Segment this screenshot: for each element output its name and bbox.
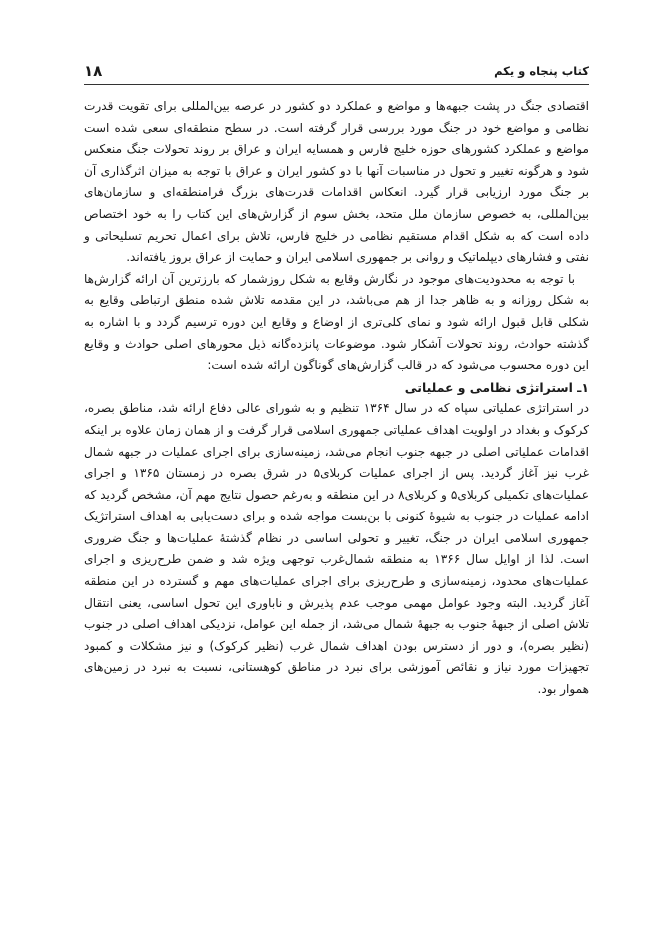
paragraph-continued: اقتصادی جنگ در پشت جبهه‌ها و مواضع و عملکرد دو کشور در عرصه بین‌المللی برای تقویت قدرت نظامی و مواضع خود در جنگ مورد بررسی قرار گرفته است. در سطح منطقه‌ای سعی شده است مواضع و عملکرد کشورهای حوزه خلیج فارس و همسایه ایران و عراق بر روند تحولات جنگ منعکس شود و هرگونه تغییر و تحول در مناسبات آنها با دو کشور ایران و عراق با توجه به میزان اثرگذاری آن بر جنگ مورد ارزیابی قرار گیرد. انعکاس اقدامات قدرت‌های بزرگ فرامنطقه‌ای و سازمان‌های بین‌المللی، به خصوص سازمان ملل متحد، بخش سوم از گزارش‌های این کتاب را به خود اختصاص داده است که به شکل اقدام مستقیم نظامی در خلیج فارس، تلاش برای اعمال تحریم تسلیحاتی و نفتی و فشارهای دیپلماتیک و روانی بر جمهوری اسلامی ایران و حمایت از عراق بروز یافته‌اند. — [84, 99, 589, 265]
page-body — [84, 96, 589, 701]
paragraph-intro: با توجه به محدودیت‌های موجود در نگارش وقایع به شکل روزشمار که بارزترین آن ارائه گزارش‌ها به شکل روزانه و به ظاهر جدا از هم می‌باشد، در این مقدمه تلاش شده منطق ارتباطی وقایع به شکلی قابل قبول ارائه شود و نمای کلی‌تری از اوضاع و وقایع این دوره ترسیم گردد و با اشاره به گذشته حوادث، روند تحولات آشکار شود. موضوعات پانزده‌گانه ذیل محورهای اصلی حوادث و وقایع این دوره محسوب می‌شود که در قالب گزارش‌های گوناگون ارائه شده است: — [84, 271, 589, 373]
book-title: کتاب پنجاه و یکم — [494, 64, 589, 78]
page-number: ۱۸ — [84, 62, 103, 80]
header-divider — [84, 84, 589, 85]
section-heading: ۱ـ استراتژی نظامی و عملیاتی — [404, 379, 589, 395]
section-paragraph: در استراتژی عملیاتی سپاه که در سال ۱۳۶۴ تنظیم و به شورای عالی دفاع ارائه شد، مناطق بصره، کرکوک و بغداد در اولویت اهداف عملیاتی جمهوری اسلامی قرار گرفت و از همان زمان علاوه بر اینکه اقدامات عملیاتی اصلی در جبهه جنوب انجام می‌شد، زمینه‌سازی برای اجرای عملیات در جبهه شمال غرب نیز آغاز گردید. پس از اجرای عملیات کربلای۵ در شرق بصره در زمستان ۱۳۶۵ و اجرای عملیات‌های تکمیلی کربلای۵ و کربلای۸ در این منطقه و به‌رغم حصول نتایج مهم آن، مشخص گردید که ادامه عملیات در جنوب به شیوهٔ کنونی با بن‌بست مواجه شده و برای دست‌یابی به اهداف استراتژیک جمهوری اسلامی ایران در جنگ، تغییر و تحولی اساسی در نظام گذشتهٔ عملیات‌ها و جنگ ضروری است. لذا از اوایل سال ۱۳۶۶ به منطقه شمال‌غرب توجهی ویژه شد و ضمن طرح‌ریزی و اجرای عملیات‌های محدود، زمینه‌سازی و طرح‌ریزی برای اجرای عملیات‌های مهم و گسترده در این منطقه آغاز گردید. البته وجود عوامل مهمی موجب عدم پذیرش و ناباوری این تحول اساسی، یعنی انتقال تلاش اصلی از جبههٔ جنوب به جبههٔ شمال می‌شد، از جمله این عوامل، نزدیکی اهداف اصلی در جنوب (نظیر بصره)، و دور از دسترس بودن اهداف شمال غرب (نظیر کرکوک) و نیز مشکلات و کمبود تجهیزات مورد نیاز و نقائص آموزشی برای نبرد در مناطق کوهستانی، نسبت به نبرد در زمین‌های هموار بود. — [84, 401, 590, 697]
running-header — [84, 62, 589, 82]
